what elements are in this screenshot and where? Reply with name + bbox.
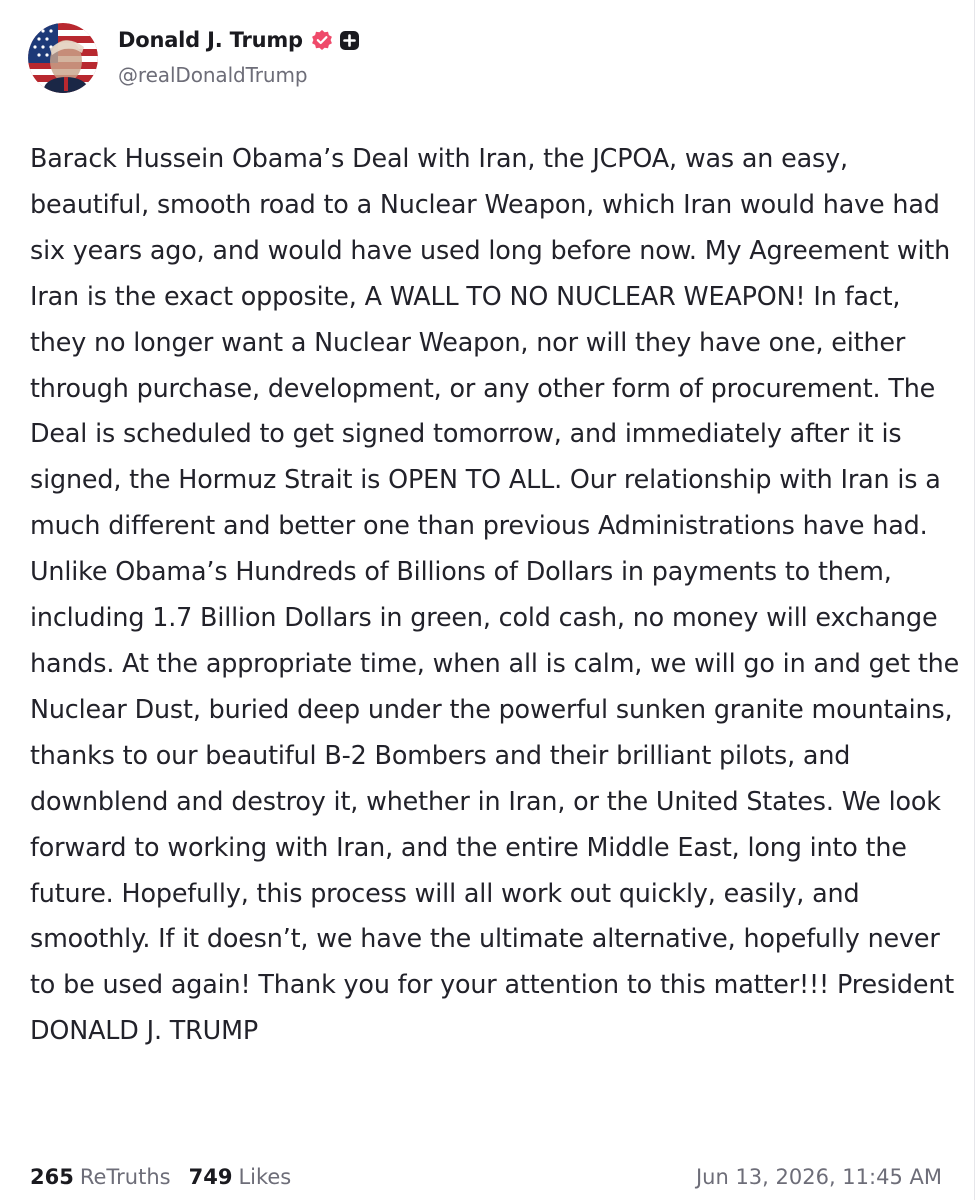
post-stats (30, 1165, 291, 1189)
likes-label: Likes (238, 1165, 292, 1189)
post-footer (30, 1160, 942, 1194)
retruths-stat[interactable] (30, 1165, 171, 1189)
author-identity (118, 25, 360, 87)
likes-stat[interactable] (189, 1165, 292, 1189)
avatar-image (28, 23, 98, 93)
post-timestamp[interactable]: Jun 13, 2026, 11:45 AM (695, 1165, 942, 1189)
post-header (28, 22, 360, 94)
likes-count: 749 (188, 1165, 233, 1189)
display-name[interactable]: Donald J. Trump (118, 28, 303, 52)
retruths-count: 265 (30, 1165, 74, 1189)
avatar[interactable] (28, 23, 98, 93)
plus-square-icon[interactable] (339, 30, 360, 51)
post-body-text: Barack Hussein Obama’s Deal with Iran, the JCPOA, was an easy, beautiful, smooth road to a Nuclear Weapon, which Iran would have had six years ago, and would have used long before now. My Agreement with Iran is the exact opposite, A WALL TO NO NUCLEAR WEAPON! In fact, they no longer want a Nuclear Weapon, nor will they have one, either through purchase, development, or any other form of procurement. The Deal is scheduled to get signed tomorrow, and immediately after it is signed, the Hormuz Strait is OPEN TO ALL. Our relationship with Iran is a much different and better one than previous Administrations have had. Unlike Obama’s Hundreds of Billions of Dollars in payments to them, including 1.7 Billion Dollars in green, cold cash, no money will exchange hands. At the appropriate time, when all is calm, we will go in and get the Nuclear Dust, buried deep under the powerful sunken granite mountains, thanks to our beautiful B-2 Bombers and their brilliant pilots, and downblend and destroy it, whether in Iran, or the United States. We look forward to working with Iran, and the entire Middle East, long into the future. Hopefully, this process will all work out quickly, easily, and smoothly. If it doesn’t, we have the ultimate alternative, hopefully never to be used again! Thank you for your attention to this matter!!! President DONALD J. TRUMP (30, 143, 960, 1046)
retruths-label: ReTruths (79, 1165, 171, 1189)
author-handle[interactable]: @realDonaldTrump (118, 63, 308, 87)
verified-badge-icon (311, 29, 333, 51)
name-row (118, 25, 360, 55)
